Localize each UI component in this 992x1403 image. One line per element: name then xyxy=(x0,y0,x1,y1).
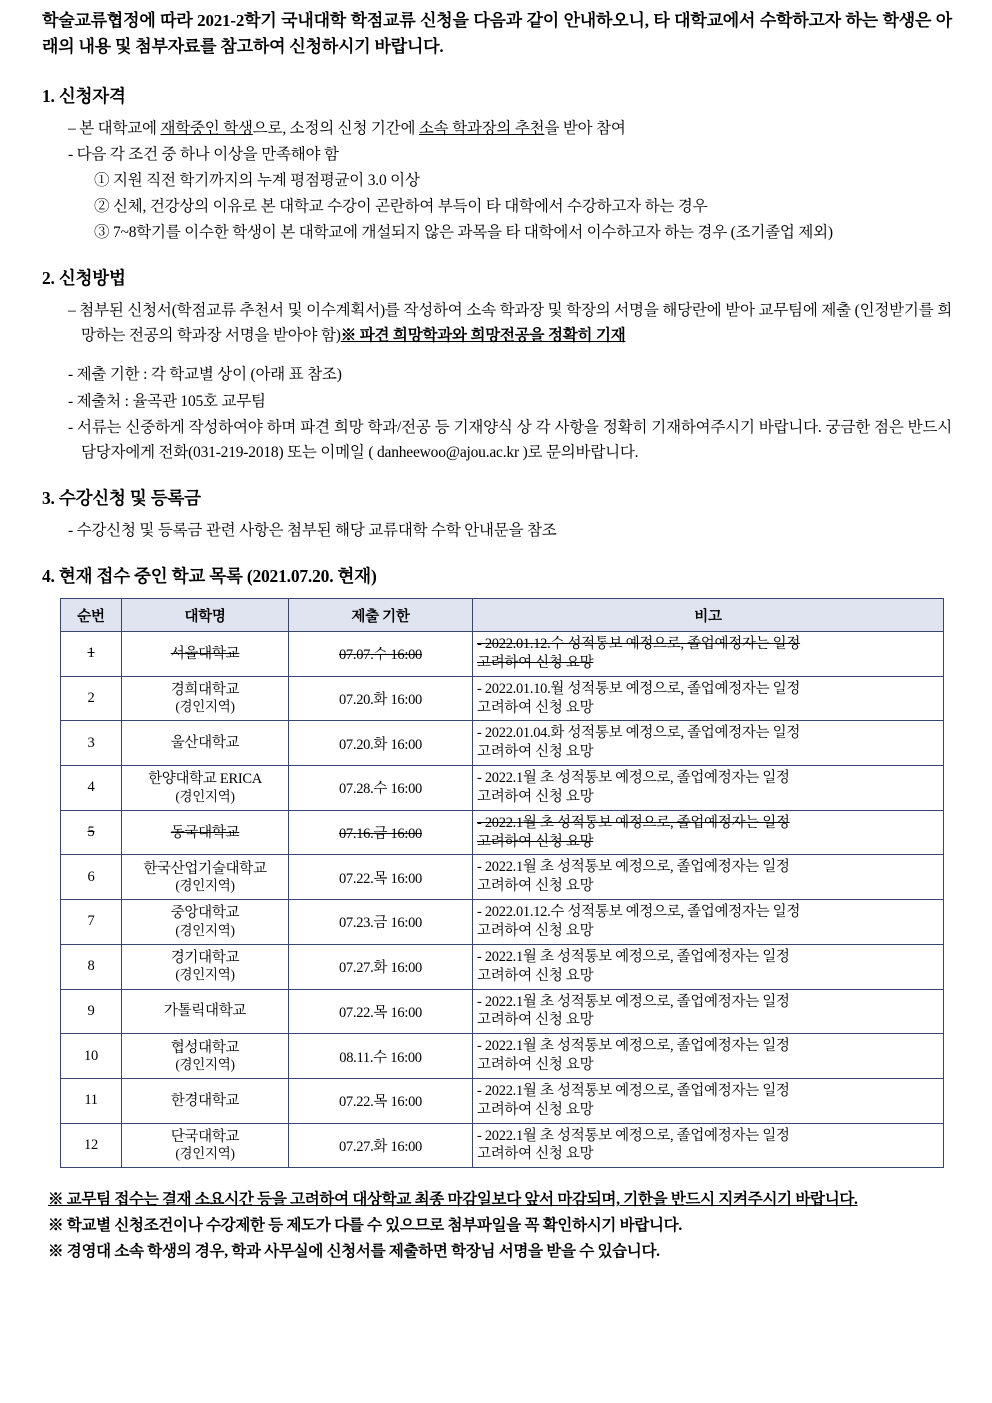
cell-no: 1 xyxy=(61,632,122,677)
list-item: - 제출 기한 : 각 학교별 상이 (아래 표 참조) xyxy=(68,366,342,384)
table-row xyxy=(61,1034,944,1079)
cell-university: 가톨릭대학교 xyxy=(122,989,289,1034)
footnotes xyxy=(48,1188,952,1264)
list-item: ② 신체, 건강상의 이유로 본 대학교 수강이 곤란하여 부득이 타 대학에서 수강하고자 하는 경우 xyxy=(94,198,708,216)
cell-no: 2 xyxy=(61,676,122,721)
cell-due-date: 07.20.화 16:00 xyxy=(289,721,473,766)
cell-university-region: (경인지역) xyxy=(175,699,235,715)
intro-paragraph: 학술교류협정에 따라 2021-2학기 국내대학 학점교류 신청을 다음과 같이 안내하오니, 타 대학교에서 수학하고자 하는 학생은 아래의 내용 및 첨부자료를 참고하여 신청하시기 바랍니다. xyxy=(42,11,952,57)
cell-note xyxy=(473,1078,944,1123)
cell-note-line: - 2022.1월 초 성적통보 예정으로, 졸업예정자는 일정 xyxy=(477,1127,790,1144)
cell-no: 12 xyxy=(61,1123,122,1168)
cell-due-date: 07.22.목 16:00 xyxy=(289,855,473,900)
cell-note xyxy=(473,721,944,766)
table-row xyxy=(61,1078,944,1123)
list-item: – 본 대학교에 재학중인 학생으로, 소정의 신청 기간에 소속 학과장의 추천을 받아 참여 xyxy=(68,119,626,137)
table-row xyxy=(61,900,944,945)
cell-due-date: 07.27.화 16:00 xyxy=(289,1123,473,1168)
cell-note-line: - 2022.01.10.월 성적통보 예정으로, 졸업예정자는 일정 xyxy=(477,680,801,697)
cell-due-date: 07.20.화 16:00 xyxy=(289,676,473,721)
cell-note-line: 고려하여 신청 요망 xyxy=(477,654,594,671)
cell-no: 7 xyxy=(61,900,122,945)
cell-due-date: 07.27.화 16:00 xyxy=(289,944,473,989)
list-item: - 제출처 : 율곡관 105호 교무팀 xyxy=(68,392,266,410)
cell-note xyxy=(473,676,944,721)
footnote-line: ※ 경영대 소속 학생의 경우, 학과 사무실에 신청서를 제출하면 학장님 서명을 받을 수 있습니다. xyxy=(48,1243,660,1261)
list-item: - 서류는 신중하게 작성하여야 하며 파견 희망 학과/전공 등 기재양식 상 각 사항을 정확히 기재하여주시기 바랍니다. 궁금한 점은 반드시 담당자에게 전화(031-219-2018) 또는 이메일 ( danheewoo@ajou.ac.kr )로 문의바랍니다. xyxy=(68,418,952,461)
list-item: ③ 7~8학기를 이수한 학생이 본 대학교에 개설되지 않은 과목을 타 대학에서 이수하고자 하는 경우 (조기졸업 제외) xyxy=(94,224,833,242)
section-school-list xyxy=(42,563,952,1168)
cell-university: 경기대학교 (경인지역) xyxy=(122,944,289,989)
cell-university: 경희대학교 (경인지역) xyxy=(122,676,289,721)
column-header-note: 비고 xyxy=(473,599,944,632)
cell-note-line: 고려하여 신청 요망 xyxy=(477,1012,594,1029)
cell-note-line: 고려하여 신청 요망 xyxy=(477,833,594,850)
cell-university-region: (경인지역) xyxy=(175,967,235,983)
cell-due-date: 07.28.수 16:00 xyxy=(289,766,473,811)
cell-note xyxy=(473,1123,944,1168)
list-item: - 수강신청 및 등록금 관련 사항은 첨부된 해당 교류대학 수학 안내문을 참조 xyxy=(68,521,557,539)
cell-university-region: (경인지역) xyxy=(175,1146,235,1162)
cell-university: 한양대학교 ERICA (경인지역) xyxy=(122,766,289,811)
cell-no: 11 xyxy=(61,1078,122,1123)
footnote-line: ※ 교무팀 접수는 결재 소요시간 등을 고려하여 대상학교 최종 마감일보다 앞서 마감되며, 기한을 반드시 지켜주시기 바랍니다. xyxy=(48,1191,858,1209)
cell-no: 6 xyxy=(61,855,122,900)
cell-note-line: 고려하여 신청 요망 xyxy=(477,922,594,939)
spacer xyxy=(42,349,952,362)
section-title: 4. 현재 접수 중인 학교 목록 (2021.07.20. 현재) xyxy=(42,566,377,586)
cell-note xyxy=(473,900,944,945)
table-row xyxy=(61,989,944,1034)
column-header-university: 대학명 xyxy=(122,599,289,632)
cell-note-line: - 2022.01.04.화 성적통보 예정으로, 졸업예정자는 일정 xyxy=(477,725,801,742)
cell-note-line: 고려하여 신청 요망 xyxy=(477,1057,594,1074)
cell-no: 4 xyxy=(61,766,122,811)
cell-note-line: - 2022.1월 초 성적통보 예정으로, 졸업예정자는 일정 xyxy=(477,948,790,965)
cell-university: 단국대학교 (경인지역) xyxy=(122,1123,289,1168)
cell-no: 3 xyxy=(61,721,122,766)
cell-no: 9 xyxy=(61,989,122,1034)
cell-note xyxy=(473,989,944,1034)
cell-note xyxy=(473,1034,944,1079)
cell-university-region: (경인지역) xyxy=(175,1056,235,1072)
cell-due-date: 07.23.금 16:00 xyxy=(289,900,473,945)
cell-note xyxy=(473,944,944,989)
cell-note-line: - 2022.1월 초 성적통보 예정으로, 졸업예정자는 일정 xyxy=(477,993,790,1010)
cell-note xyxy=(473,632,944,677)
list-item: – 첨부된 신청서(학점교류 추천서 및 이수계획서)를 작성하여 소속 학과장 및 학장의 서명을 해당란에 받아 교무팀에 제출 (인정받기를 희망하는 전공의 학과장 서명을 받아야 함)※ 파견 희망학과와 희망전공을 정확히 기재 xyxy=(68,302,952,345)
list-item: - 다음 각 조건 중 하나 이상을 만족해야 함 xyxy=(68,145,339,163)
cell-note-line: 고려하여 신청 요망 xyxy=(477,1101,594,1118)
table-row xyxy=(61,676,944,721)
cell-due-date: 07.22.목 16:00 xyxy=(289,1078,473,1123)
list-item: ① 지원 직전 학기까지의 누계 평점평균이 3.0 이상 xyxy=(94,171,420,189)
cell-due-date: 07.07.수 16:00 xyxy=(289,632,473,677)
cell-note-line: - 2022.1월 초 성적통보 예정으로, 졸업예정자는 일정 xyxy=(477,814,790,831)
cell-due-date: 07.16.금 16:00 xyxy=(289,810,473,855)
cell-note-line: - 2022.01.12.수 성적통보 예정으로, 졸업예정자는 일정 xyxy=(477,636,801,652)
column-header-due: 제출 기한 xyxy=(289,599,473,632)
cell-no: 10 xyxy=(61,1034,122,1079)
table-row xyxy=(61,721,944,766)
cell-university: 협성대학교 (경인지역) xyxy=(122,1034,289,1079)
table-row xyxy=(61,632,944,677)
cell-note-line: 고려하여 신청 요망 xyxy=(477,1146,594,1163)
cell-note-line: - 2022.01.12.수 성적통보 예정으로, 졸업예정자는 일정 xyxy=(477,904,801,921)
school-list-table xyxy=(60,598,944,1168)
cell-note-line: - 2022.1월 초 성적통보 예정으로, 졸업예정자는 일정 xyxy=(477,859,790,876)
cell-university: 울산대학교 xyxy=(122,721,289,766)
cell-note-line: - 2022.1월 초 성적통보 예정으로, 졸업예정자는 일정 xyxy=(477,1082,790,1099)
cell-university-region: (경인지역) xyxy=(175,922,235,938)
table-header-row xyxy=(61,599,944,632)
cell-university-region: (경인지역) xyxy=(175,877,235,893)
table-row xyxy=(61,1123,944,1168)
cell-university: 서울대학교 xyxy=(122,632,289,677)
cell-note-line: 고려하여 신청 요망 xyxy=(477,788,594,805)
cell-university-region: (경인지역) xyxy=(175,788,235,804)
cell-university: 한국산업기술대학교 (경인지역) xyxy=(122,855,289,900)
cell-no: 5 xyxy=(61,810,122,855)
table-row xyxy=(61,855,944,900)
cell-note-line: 고려하여 신청 요망 xyxy=(477,878,594,895)
cell-university: 중앙대학교 (경인지역) xyxy=(122,900,289,945)
cell-no: 8 xyxy=(61,944,122,989)
cell-note-line: 고려하여 신청 요망 xyxy=(477,699,594,716)
cell-note-line: 고려하여 신청 요망 xyxy=(477,967,594,984)
cell-note xyxy=(473,810,944,855)
cell-note-line: - 2022.1월 초 성적통보 예정으로, 졸업예정자는 일정 xyxy=(477,770,790,787)
table-row xyxy=(61,944,944,989)
cell-note xyxy=(473,766,944,811)
footnote-line: ※ 학교별 신청조건이나 수강제한 등 제도가 다를 수 있으므로 첨부파일을 꼭 확인하시기 바랍니다. xyxy=(48,1217,682,1235)
cell-note xyxy=(473,855,944,900)
section-title: 2. 신청방법 xyxy=(42,268,126,289)
section-application-method xyxy=(42,265,952,465)
cell-university: 한경대학교 xyxy=(122,1078,289,1123)
cell-note-line: 고려하여 신청 요망 xyxy=(477,744,594,761)
cell-university: 동국대학교 xyxy=(122,810,289,855)
table-row xyxy=(61,766,944,811)
section-title: 1. 신청자격 xyxy=(42,85,126,106)
cell-note-line: - 2022.1월 초 성적통보 예정으로, 졸업예정자는 일정 xyxy=(477,1038,790,1055)
section-registration xyxy=(42,485,952,543)
section-qualification xyxy=(42,83,952,246)
column-header-no: 순번 xyxy=(61,599,122,632)
cell-due-date: 07.22.목 16:00 xyxy=(289,989,473,1034)
cell-due-date: 08.11.수 16:00 xyxy=(289,1034,473,1079)
table-body xyxy=(61,632,944,1168)
table-row xyxy=(61,810,944,855)
section-title: 3. 수강신청 및 등록금 xyxy=(42,487,201,508)
